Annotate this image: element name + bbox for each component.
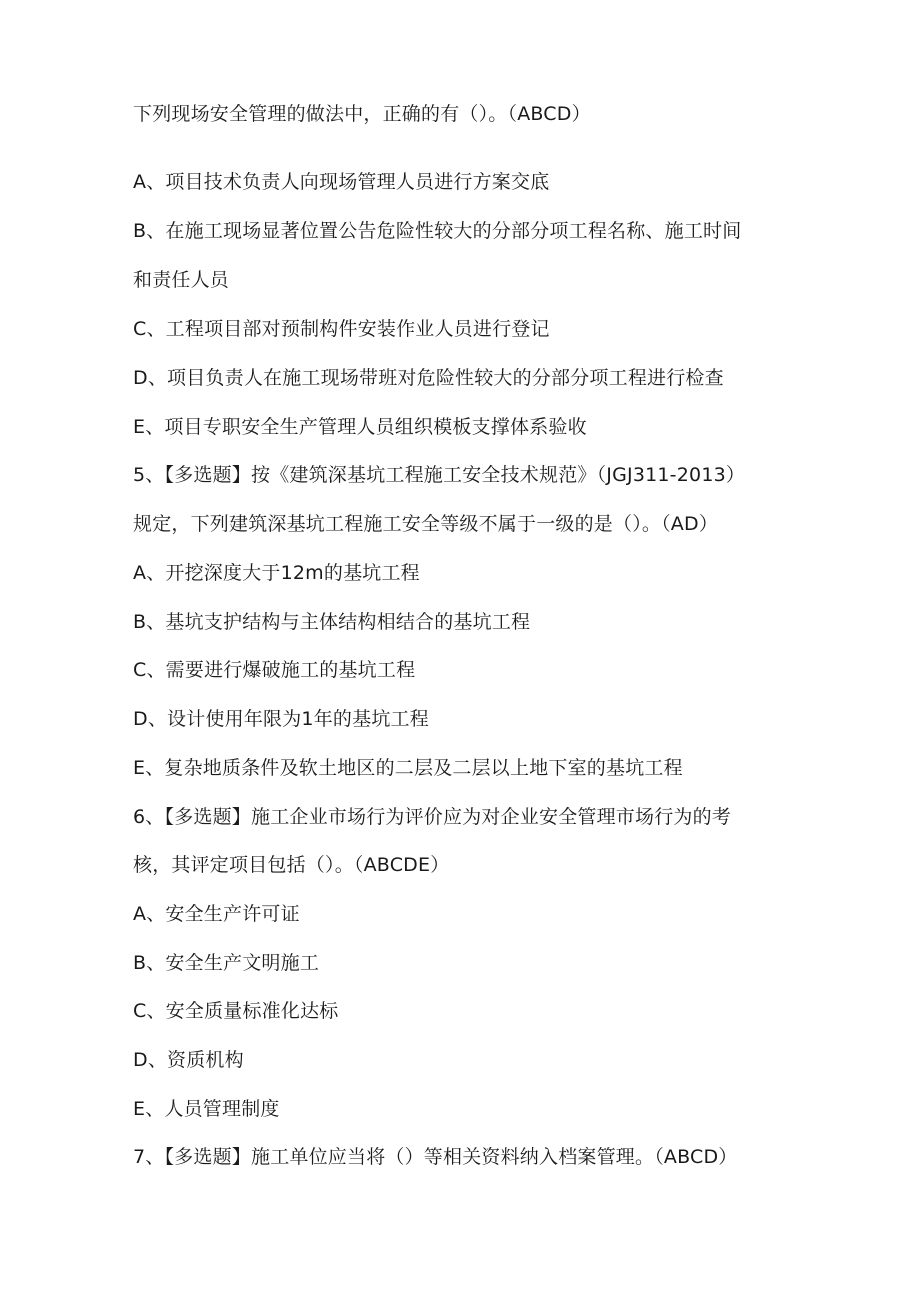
q5-option-a: A、开挖深度大于12m的基坑工程 bbox=[133, 562, 420, 584]
question-6-stem-line-2: 核，其评定项目包括（）。（ABCDE） bbox=[133, 854, 450, 876]
q5-option-c: C、需要进行爆破施工的基坑工程 bbox=[133, 659, 416, 681]
q5-option-e: E、复杂地质条件及软土地区的二层及二层以上地下室的基坑工程 bbox=[133, 757, 683, 779]
q6-option-a: A、安全生产许可证 bbox=[133, 903, 300, 925]
question-5-stem-line-1: 5、【多选题】按《建筑深基坑工程施工安全技术规范》（JGJ311-2013） bbox=[133, 464, 746, 486]
q5-option-b: B、基坑支护结构与主体结构相结合的基坑工程 bbox=[133, 611, 531, 633]
q4-option-a: A、项目技术负责人向现场管理人员进行方案交底 bbox=[133, 171, 550, 193]
q5-option-d: D、设计使用年限为1年的基坑工程 bbox=[133, 708, 429, 730]
q6-option-c: C、安全质量标准化达标 bbox=[133, 1000, 339, 1022]
q4-option-d: D、项目负责人在施工现场带班对危险性较大的分部分项工程进行检查 bbox=[133, 367, 724, 389]
q6-option-b: B、安全生产文明施工 bbox=[133, 952, 320, 974]
q4-option-c: C、工程项目部对预制构件安装作业人员进行登记 bbox=[133, 318, 550, 340]
question-7-stem: 7、【多选题】施工单位应当将（）等相关资料纳入档案管理。（ABCD） bbox=[133, 1146, 738, 1168]
q4-option-b-line-2: 和责任人员 bbox=[133, 269, 230, 291]
question-4-stem: 下列现场安全管理的做法中，正确的有（）。（ABCD） bbox=[133, 103, 591, 125]
q6-option-d: D、资质机构 bbox=[133, 1049, 244, 1071]
question-6-stem-line-1: 6、【多选题】施工企业市场行为评价应为对企业安全管理市场行为的考 bbox=[133, 806, 731, 828]
q4-option-b-line-1: B、在施工现场显著位置公告危险性较大的分部分项工程名称、施工时间 bbox=[133, 220, 742, 242]
q4-option-e: E、项目专职安全生产管理人员组织模板支撑体系验收 bbox=[133, 416, 587, 438]
q6-option-e: E、人员管理制度 bbox=[133, 1098, 280, 1120]
question-5-stem-line-2: 规定，下列建筑深基坑工程施工安全等级不属于一级的是（）。（AD） bbox=[133, 513, 719, 535]
